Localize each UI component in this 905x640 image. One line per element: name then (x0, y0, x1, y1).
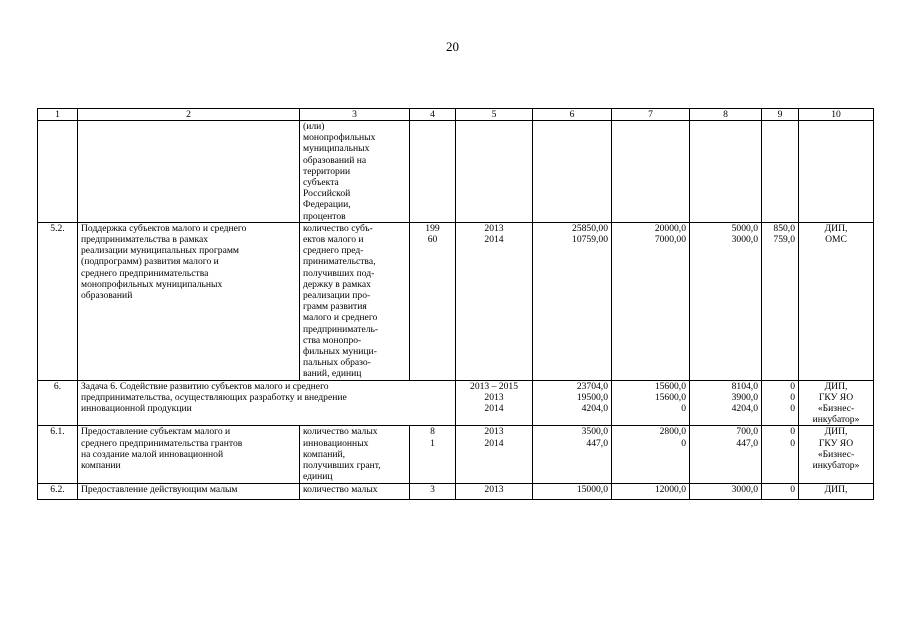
indicator-value-cell (410, 222, 456, 380)
cell-line: ваний, единиц (303, 368, 362, 380)
indicator-value-cell (410, 483, 456, 499)
header-cell: 9 (762, 109, 799, 121)
cell-line: 0 (790, 483, 795, 495)
cell-line: образований (81, 290, 133, 302)
federal-amount-cell (612, 426, 690, 483)
header-cell: 7 (612, 109, 690, 121)
executor-cell (799, 483, 874, 499)
executor-cell (799, 380, 874, 426)
cell-line: 447,0 (736, 437, 758, 449)
cell-line: 0 (790, 380, 795, 392)
cell-line: (или) (303, 121, 325, 132)
cell-line: компании (81, 460, 121, 472)
cell-line: 199 (425, 222, 440, 234)
cell-line: ГКУ ЯО (818, 437, 854, 449)
cell-line: ДИП, (824, 380, 848, 392)
cell-line: ОМС (825, 234, 847, 246)
cell-line: 0 (681, 437, 686, 449)
cell-line: 19500,0 (576, 391, 608, 403)
cell-line: «Бизнес- (817, 448, 855, 460)
cell-line: инкубатор» (812, 460, 860, 472)
regional-amount-cell (690, 483, 762, 499)
cell-line: 5000,0 (731, 222, 758, 234)
cell-line: Задача 6. Содействие развитию субъектов малого и среднего (81, 380, 329, 392)
cell-line: 23704,0 (576, 380, 608, 392)
cell-line: 447,0 (586, 437, 608, 449)
cell-line: 3900,0 (731, 391, 758, 403)
cell-line: ГКУ ЯО (818, 391, 854, 403)
cell-line: принимательства, (303, 256, 376, 268)
cell-line: 4204,0 (581, 403, 608, 415)
header-row (38, 109, 874, 121)
executor-cell (799, 222, 874, 380)
cell-line: грамм развития (303, 301, 367, 313)
executor-cell (799, 426, 874, 483)
cell-line: 3500,0 (581, 426, 608, 438)
cell-line: 700,0 (736, 426, 758, 438)
cell-line: среднего предпринимательства грантов (81, 437, 243, 449)
cell-line: держку в рамках (303, 278, 371, 290)
local-amount-cell (762, 483, 799, 499)
cell-line: 15600,0 (654, 391, 686, 403)
total-amount-cell (533, 222, 612, 380)
cell-line: территории (303, 165, 351, 177)
header-cell: 1 (38, 109, 78, 121)
indicator-cell (300, 121, 410, 223)
cell-line: 2014 (484, 437, 504, 449)
cell-line: 20000,0 (654, 222, 686, 234)
regional-amount-cell (690, 121, 762, 223)
cell-line: 15000,0 (576, 483, 608, 495)
measure-name-cell (78, 222, 300, 380)
cell-line: 2013 (484, 222, 504, 234)
cell-line: 25850,00 (572, 222, 608, 234)
cell-line: 2013 (484, 426, 504, 438)
local-amount-cell (762, 121, 799, 223)
cell-line: 12000,0 (654, 483, 686, 495)
task-title-cell (78, 380, 456, 426)
cell-line: субъекта (303, 177, 339, 189)
cell-line: Предоставление субъектам малого и (81, 426, 231, 438)
header-cell: 8 (690, 109, 762, 121)
cell-line: ектов малого и (303, 234, 364, 246)
cell-line: 2014 (484, 234, 504, 246)
cell-line: количество субъ- (303, 222, 373, 234)
program-table (37, 108, 874, 500)
local-amount-cell (762, 380, 799, 426)
cell-line: 1 (430, 437, 435, 449)
row-number-cell: 6.1. (38, 426, 78, 483)
cell-line: предпринимательства в рамках (81, 234, 209, 246)
cell-line: реализации муниципальных программ (81, 245, 239, 257)
cell-line: 2013 (484, 483, 504, 495)
cell-line: монопрофильных муниципальных (81, 278, 223, 290)
indicator-cell (300, 222, 410, 380)
cell-line: 0 (790, 426, 795, 438)
total-amount-cell (533, 483, 612, 499)
cell-line: получивших грант, (303, 460, 381, 472)
total-amount-cell (533, 380, 612, 426)
cell-line: на создание малой инновационной (81, 448, 224, 460)
cell-line: 7000,00 (654, 234, 686, 246)
cell-line: 3 (430, 483, 435, 495)
year-cell (456, 222, 533, 380)
regional-amount-cell (690, 426, 762, 483)
cell-line: количество малых (303, 483, 378, 495)
table-row (38, 121, 874, 223)
cell-line: 0 (790, 403, 795, 415)
year-cell (456, 483, 533, 499)
cell-line: получивших под- (303, 267, 375, 279)
header-cell: 4 (410, 109, 456, 121)
indicator-cell (300, 483, 410, 499)
cell-line: единиц (303, 471, 333, 483)
row-number-cell: 6. (38, 380, 78, 426)
year-cell (456, 380, 533, 426)
federal-amount-cell (612, 121, 690, 223)
regional-amount-cell (690, 380, 762, 426)
page-number: 20 (446, 39, 459, 54)
cell-line: инновационных (303, 437, 369, 449)
row-number-cell (38, 121, 78, 223)
header-cell: 2 (78, 109, 300, 121)
cell-line: 3000,0 (731, 483, 758, 495)
cell-line: Федерации, (303, 199, 351, 211)
cell-line: 2013 – 2015 (470, 380, 518, 392)
cell-line: пальных образо- (303, 357, 371, 369)
cell-line: Поддержка субъектов малого и среднего (81, 222, 247, 234)
federal-amount-cell (612, 483, 690, 499)
cell-line: муниципальных (303, 143, 370, 155)
table-row (38, 426, 874, 483)
total-amount-cell (533, 426, 612, 483)
cell-line: предприниматель- (303, 323, 379, 335)
cell-line: 8 (430, 426, 435, 438)
cell-line: предпринимательства, осуществляющих разработку и внедрение (81, 391, 347, 403)
cell-line: среднего пред- (303, 245, 364, 257)
cell-line: 4204,0 (731, 403, 758, 415)
cell-line: 759,0 (773, 234, 795, 246)
row-number-cell: 5.2. (38, 222, 78, 380)
cell-line: 8104,0 (731, 380, 758, 392)
cell-line: процентов (303, 210, 346, 222)
measure-name-cell (78, 483, 300, 499)
executor-cell (799, 121, 874, 223)
cell-line: ДИП, (824, 222, 848, 234)
cell-line: ДИП, (824, 483, 848, 495)
indicator-cell (300, 426, 410, 483)
indicator-value-cell (410, 121, 456, 223)
cell-line: 0 (790, 437, 795, 449)
regional-amount-cell (690, 222, 762, 380)
table-row (38, 380, 874, 426)
cell-line: реализации про- (303, 290, 371, 302)
measure-name-cell (78, 121, 300, 223)
cell-line: малого и среднего (303, 312, 378, 324)
header-cell: 10 (799, 109, 874, 121)
cell-line: 2800,0 (659, 426, 686, 438)
cell-line: компаний, (303, 448, 346, 460)
table-row (38, 483, 874, 499)
cell-line: 10759,00 (572, 234, 608, 246)
cell-line: (подпрограмм) развития малого и (81, 256, 219, 268)
cell-line: среднего предпринимательства (81, 267, 209, 279)
cell-line: ДИП, (824, 426, 848, 438)
cell-line: инкубатор» (812, 414, 860, 426)
header-cell: 3 (300, 109, 410, 121)
cell-line: фильных муници- (303, 346, 377, 358)
local-amount-cell (762, 222, 799, 380)
measure-name-cell (78, 426, 300, 483)
cell-line: монопрофильных (303, 132, 376, 144)
cell-line: Предоставление действующим малым (81, 483, 238, 495)
cell-line: 2014 (484, 403, 504, 415)
federal-amount-cell (612, 380, 690, 426)
total-amount-cell (533, 121, 612, 223)
cell-line: 3000,0 (731, 234, 758, 246)
cell-line: «Бизнес- (817, 403, 855, 415)
federal-amount-cell (612, 222, 690, 380)
local-amount-cell (762, 426, 799, 483)
cell-line: инновационной продукции (81, 403, 192, 415)
year-cell (456, 121, 533, 223)
table-row (38, 222, 874, 380)
year-cell (456, 426, 533, 483)
cell-line: 60 (427, 234, 438, 246)
cell-line: 0 (790, 391, 795, 403)
row-number-cell: 6.2. (38, 483, 78, 499)
header-cell: 5 (456, 109, 533, 121)
header-cell: 6 (533, 109, 612, 121)
indicator-value-cell (410, 426, 456, 483)
cell-line: ства монопро- (303, 334, 362, 346)
cell-line: 0 (681, 403, 686, 415)
cell-line: 2013 (484, 391, 504, 403)
cell-line: количество малых (303, 426, 378, 438)
cell-line: образований на (303, 154, 367, 166)
cell-line: Российской (303, 188, 351, 200)
cell-line: 850,0 (773, 222, 795, 234)
cell-line: 15600,0 (654, 380, 686, 392)
